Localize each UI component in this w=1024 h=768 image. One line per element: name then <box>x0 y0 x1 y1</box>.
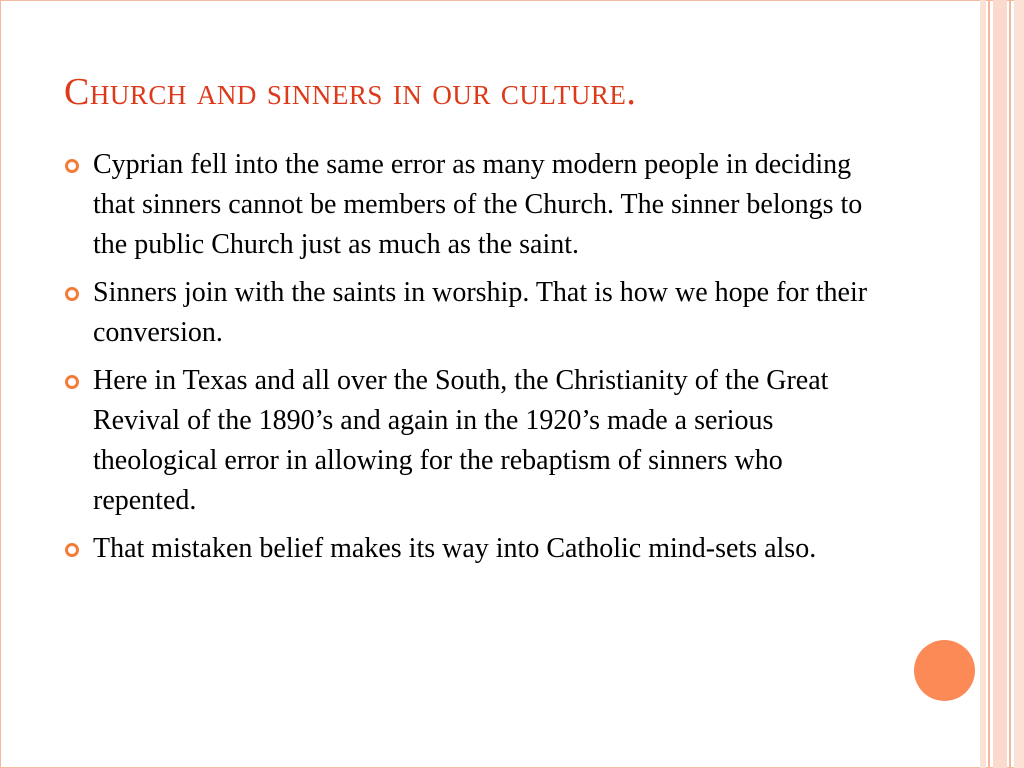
bullet-text: Sinners join with the saints in worship. That is how we hope for their conversion. <box>93 277 868 348</box>
bullet-list <box>64 145 884 577</box>
decorative-side-stripes <box>980 0 1024 768</box>
bullet-text: Here in Texas and all over the South, the Christianity of the Great Revival of the 1890’s and again in the 1920’s made a serious theological error in allowing for the rebaptism of sinners who repented. <box>93 365 829 516</box>
bullet-ring-icon <box>65 159 79 173</box>
bullet-ring-icon <box>65 287 79 301</box>
bullet-item <box>64 273 884 353</box>
stripe <box>993 0 1007 768</box>
decorative-circle <box>914 640 975 701</box>
stripe <box>980 0 986 768</box>
bullet-item <box>64 361 884 521</box>
bullet-text: Cyprian fell into the same error as many modern people in deciding that sinners cannot be members of the Church. The sinner belongs to the public Church just as much as the saint. <box>93 149 863 260</box>
stripe <box>988 0 990 768</box>
bullet-item <box>64 145 884 265</box>
bullet-item <box>64 529 884 569</box>
bullet-ring-icon <box>65 543 79 557</box>
slide-title: Church and sinners in our culture. <box>64 71 637 113</box>
stripe <box>1009 0 1011 768</box>
bullet-text: That mistaken belief makes its way into Catholic mind-sets also. <box>93 533 817 564</box>
stripe <box>1014 0 1024 768</box>
bullet-ring-icon <box>65 375 79 389</box>
